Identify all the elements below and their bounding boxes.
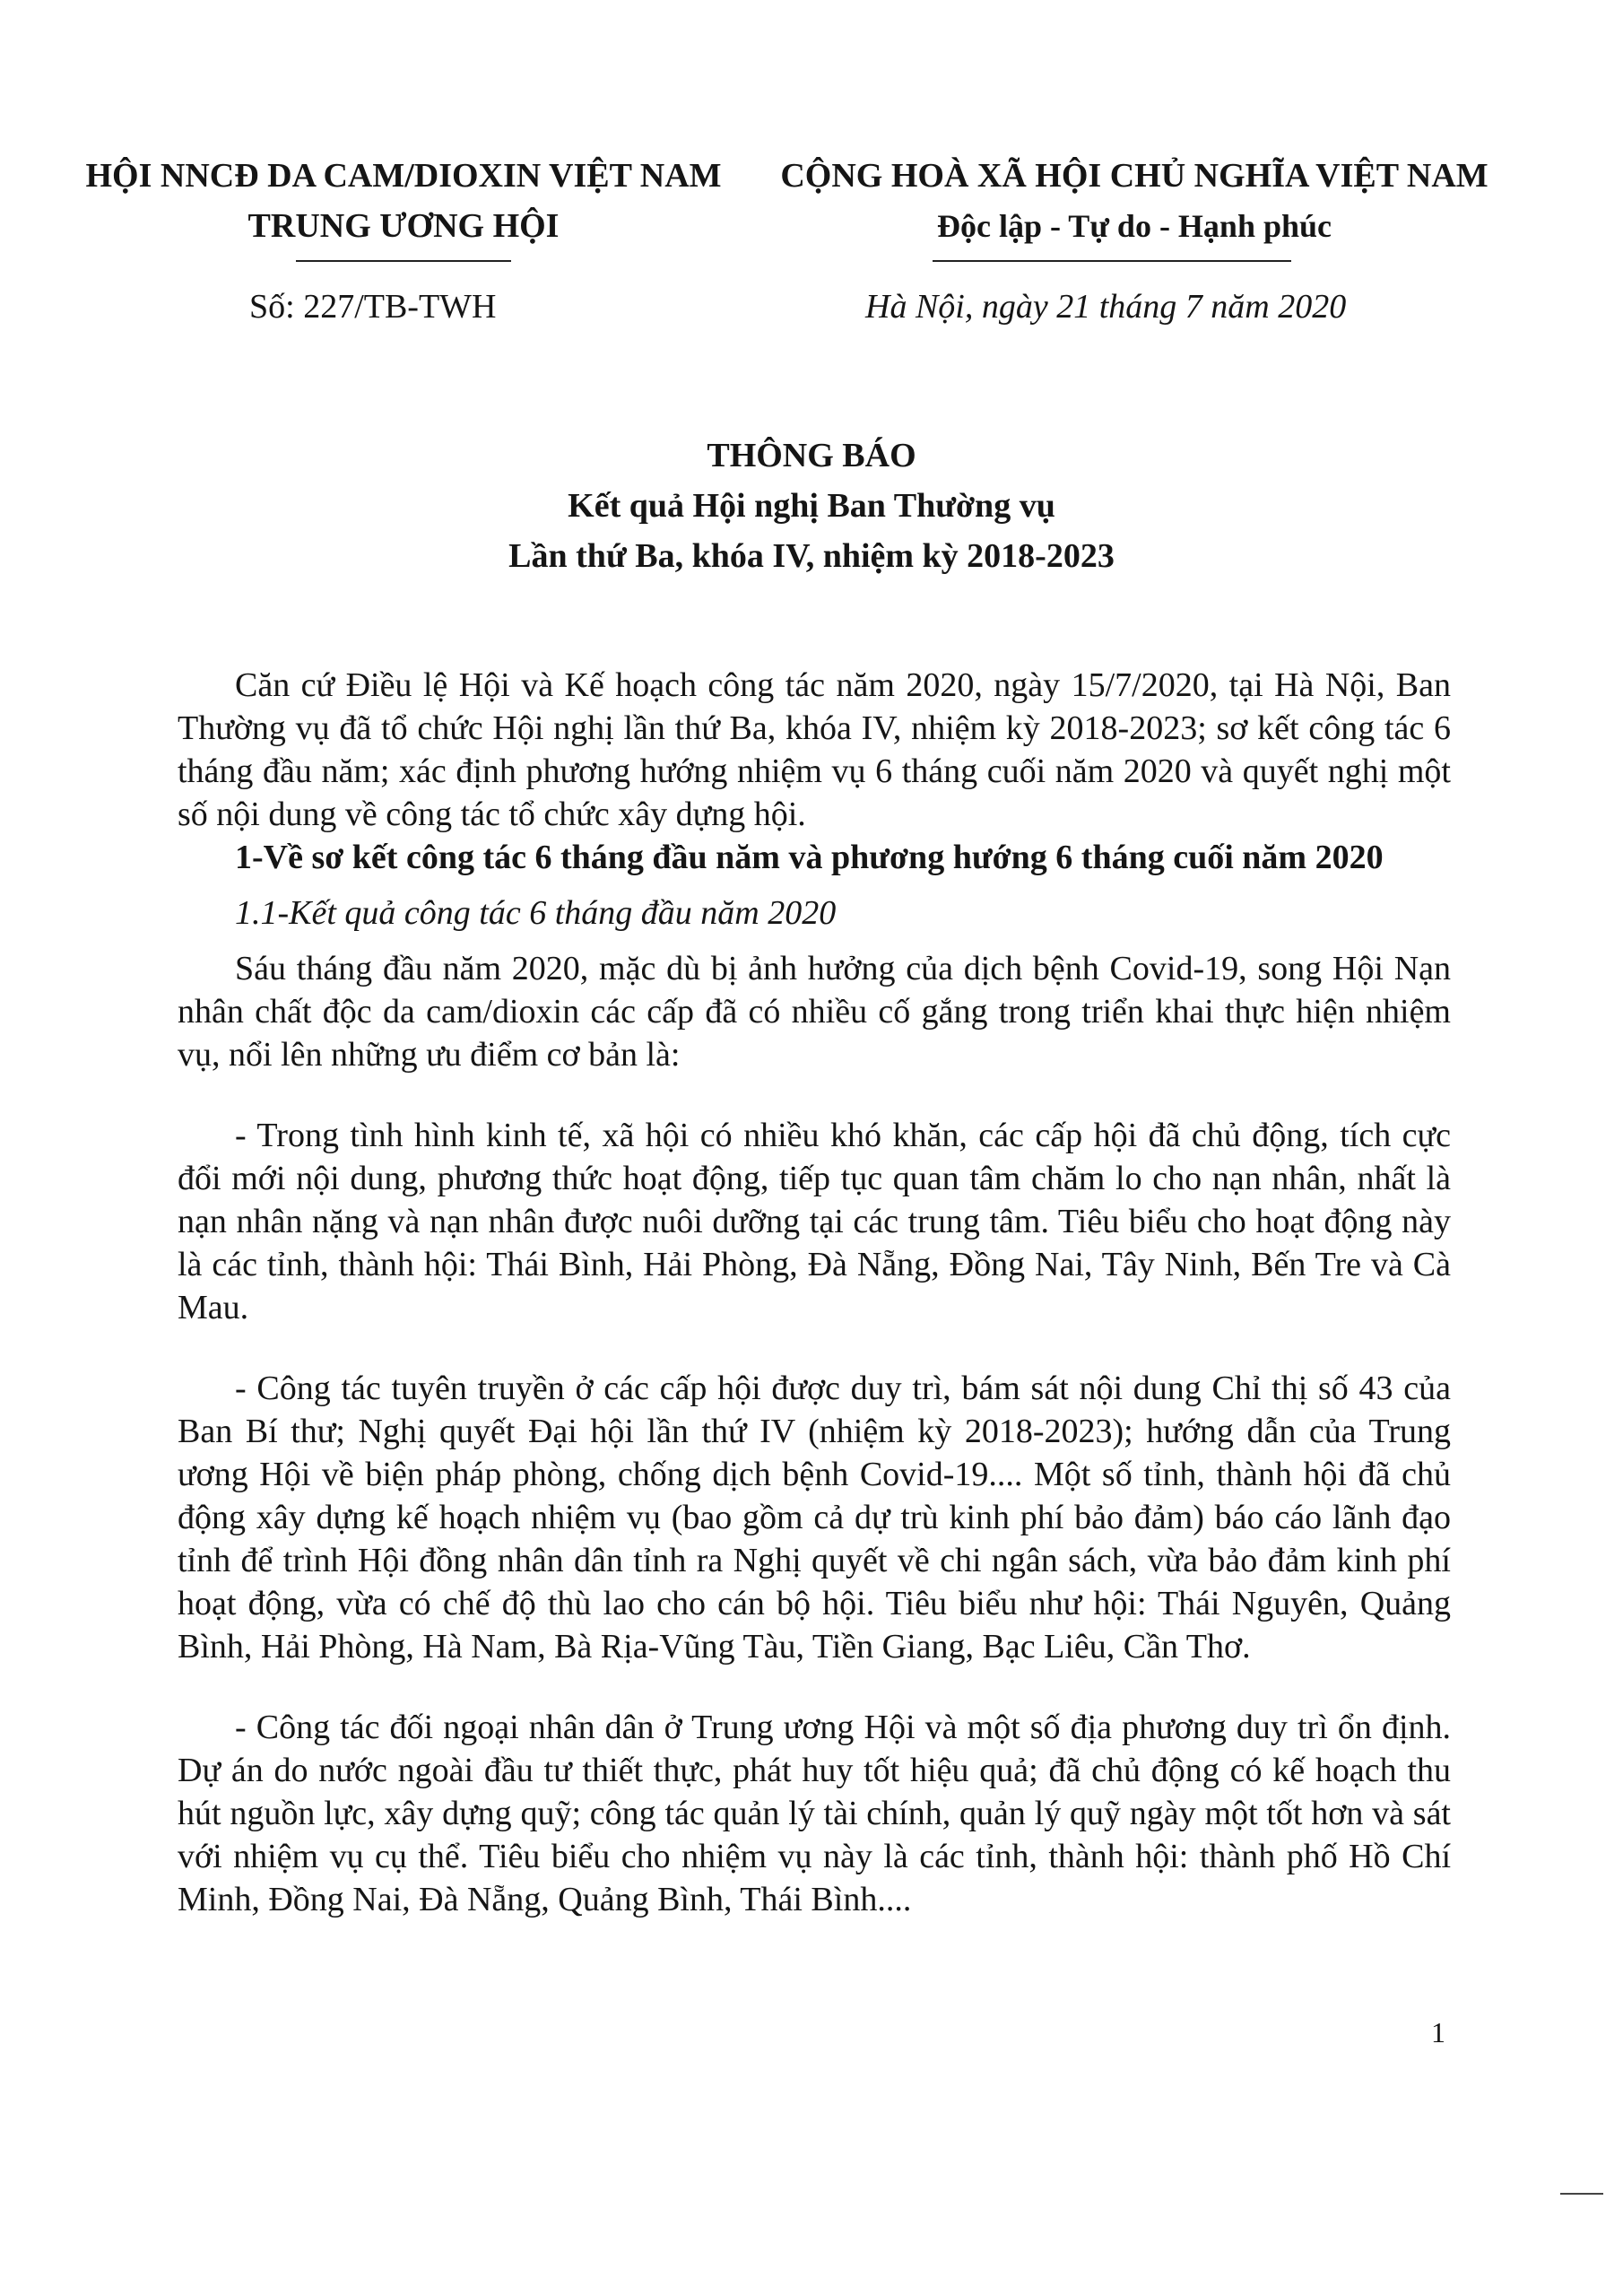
organization-underline [296, 260, 511, 262]
document-title [0, 430, 1623, 581]
bullet-paragraph: - Công tác tuyên truyền ở các cấp hội được duy trì, bám sát nội dung Chỉ thị số 43 của Ban Bí thư; Nghị quyết Đại hội lần thứ IV (nhiệm kỳ 2018-2023); hướng dẫn của Trung ương Hội về biện pháp phòng, chống dịch bệnh Covid-19.... Một số tỉnh, thành hội đã chủ động xây dựng kế hoạch nhiệm vụ (bao gồm cả dự trù kinh phí bảo đảm) báo cáo lãnh đạo tỉnh để trình Hội đồng nhân dân tỉnh ra Nghị quyết về chi ngân sách, vừa bảo đảm kinh phí hoạt động, vừa có chế độ thù lao cho cán bộ hội. Tiêu biểu như hội: Thái Nguyên, Quảng Bình, Hải Phòng, Hà Nam, Bà Rịa-Vũng Tàu, Tiền Giang, Bạc Liêu, Cần Thơ. [178, 1370, 1451, 1665]
title-subject: Kết quả Hội nghị Ban Thường vụ [568, 487, 1055, 525]
bullet-paragraph: - Trong tình hình kinh tế, xã hội có nhiều khó khăn, các cấp hội đã chủ động, tích cực đổi mới nội dung, phương thức hoạt động, tiếp tục quan tâm chăm lo cho nạn nhân, nhất là nạn nhân nặng và nạn nhân được nuôi dưỡng tại các trung tâm. Tiêu biểu cho hoạt động này là các tỉnh, thành hội: Thái Bình, Hải Phòng, Đà Nẵng, Đồng Nai, Tây Ninh, Bến Tre và Cà Mau. [178, 1117, 1451, 1326]
national-motto: Độc lập - Tự do - Hạnh phúc [936, 208, 1332, 244]
summary-paragraph: Sáu tháng đầu năm 2020, mặc dù bị ảnh hưởng của dịch bệnh Covid-19, song Hội Nạn nhân chất độc da cam/dioxin các cấp đã có nhiều cố gắng trong triển khai thực hiện nhiệm vụ, nổi lên những ưu điểm cơ bản là: [178, 950, 1451, 1074]
intro-paragraph: Căn cứ Điều lệ Hội và Kế hoạch công tác năm 2020, ngày 15/7/2020, tại Hà Nội, Ban Thường vụ đã tổ chức Hội nghị lần thứ Ba, khóa IV, nhiệm kỳ 2018-2023; sơ kết công tác 6 tháng đầu năm; xác định phương hướng nhiệm vụ 6 tháng cuối năm 2020 và quyết nghị một số nội dung về công tác tổ chức xây dựng hội. [178, 666, 1451, 833]
organization-header [72, 151, 735, 251]
title-session: Lần thứ Ba, khóa IV, nhiệm kỳ 2018-2023 [508, 537, 1115, 575]
document-number: Số: 227/TB-TWH [249, 288, 497, 326]
national-header [762, 151, 1506, 251]
organization-name: HỘI NNCĐ DA CAM/DIOXIN VIỆT NAM [85, 157, 722, 195]
place-and-date: Hà Nội, ngày 21 tháng 7 năm 2020 [865, 288, 1347, 326]
subsection-1-1-heading: 1.1-Kết quả công tác 6 tháng đầu năm 2020 [235, 894, 837, 932]
scan-mark [1560, 2193, 1603, 2195]
section-1-heading: 1-Về sơ kết công tác 6 tháng đầu năm và phương hướng 6 tháng cuối năm 2020 [235, 839, 1384, 876]
national-underline [933, 260, 1291, 262]
title-type: THÔNG BÁO [707, 437, 916, 474]
bullet-paragraph: - Công tác đối ngoại nhân dân ở Trung ương Hội và một số địa phương duy trì ổn định. Dự án do nước ngoài đầu tư thiết thực, phát huy tốt hiệu quả; đã chủ động có kế hoạch thu hút nguồn lực, xây dựng quỹ; công tác quản lý tài chính, quản lý quỹ ngày một tốt hơn và sát với nhiệm vụ cụ thể. Tiêu biểu cho nhiệm vụ này là các tỉnh, thành hội: thành phố Hồ Chí Minh, Đồng Nai, Đà Nẵng, Quảng Bình, Thái Bình.... [178, 1709, 1451, 1918]
document-body [178, 664, 1451, 1921]
page-number: 1 [1431, 2016, 1445, 2048]
organization-unit: TRUNG ƯƠNG HỘI [247, 207, 560, 245]
national-title: CỘNG HOÀ XÃ HỘI CHỦ NGHĨA VIỆT NAM [780, 157, 1488, 195]
